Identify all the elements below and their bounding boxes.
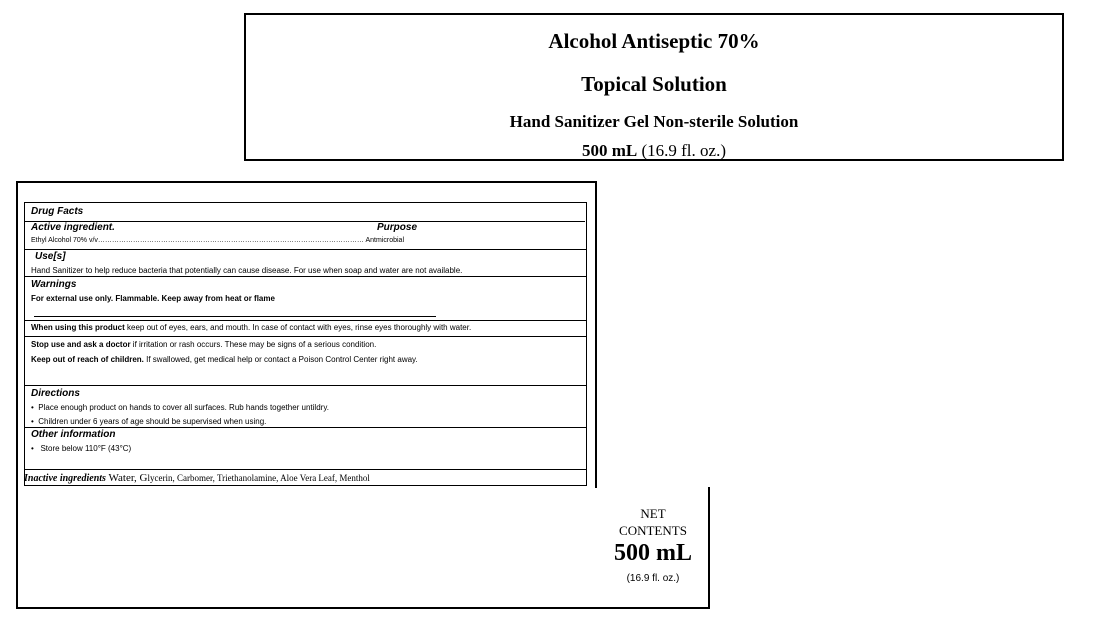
purpose-heading: Purpose [377,222,418,233]
product-name: Alcohol Antiseptic 70% [548,29,760,53]
product-description: Hand Sanitizer Gel Non-sterile Solution [509,112,799,131]
divider-active [25,249,586,250]
when-using-line [31,323,471,332]
stop-use-line [31,340,376,349]
directions-item: • Children under 6 years of age should be supervised when using. [31,417,267,426]
divider-warnings-short [34,316,436,317]
other-info-item: • Store below 110°F (43°C) [31,444,132,453]
when-using-text: keep out of eyes, ears, and mouth. In case of contact with eyes, rinse eyes thoroughly with water. [124,323,472,332]
net-volume-paren: (16.9 fl. oz.) [626,573,680,584]
product-form: Topical Solution [581,72,727,96]
divider-when-using [25,336,586,337]
outline-left [16,181,18,609]
divider-directions [25,427,586,428]
outline-right-lower [708,487,710,609]
product-volume [246,141,1062,161]
inactive-first: Water, G [105,472,148,484]
warnings-heading: Warnings [31,279,77,290]
divider-uses [25,276,586,277]
active-ingredient-heading: Active ingredient. [31,222,115,233]
warnings-text: For external use only. Flammable. Keep away from heat or flame [31,294,275,303]
active-ingredient-line: Ethyl Alcohol 70% v/v…………………………………………………………………………………………………… Antmicrobial [31,237,404,244]
divider-warnings [25,320,586,321]
keep-out-bold: Keep out of reach of children. [31,355,144,364]
directions-heading: Directions [31,388,80,399]
outline-bottom [16,607,710,609]
drug-facts-panel [24,202,587,486]
when-using-bold: When using this product [31,323,125,332]
outline-top [16,181,597,183]
inactive-ingredients-heading: Inactive ingredients [24,473,106,484]
contents-label: CONTENTS [619,523,687,538]
directions-item-text: Place enough product on hands to cover all surfaces. Rub hands together untildry. [38,403,329,412]
uses-heading: Use[s] [35,251,66,262]
divider-keep-out [25,385,586,386]
other-info-heading: Other information [31,429,116,440]
title-box [244,13,1064,161]
stop-use-text: if irritation or rash occurs. These may be signs of a serious condition. [130,340,377,349]
directions-item-text: Children under 6 years of age should be supervised when using. [38,417,267,426]
inactive-ingredients-line [24,472,370,484]
net-label: NET [640,506,666,521]
outline-right-upper [595,181,597,488]
keep-out-text: If swallowed, get medical help or contact a Poison Control Center right away. [143,355,418,364]
keep-out-line [31,355,418,364]
volume-paren: (16.9 fl. oz.) [641,141,726,160]
inactive-ingredients-text: lycerin, Carbomer, Triethanolamine, Aloe Vera Leaf, Menthol [147,473,370,483]
directions-item: • Place enough product on hands to cover all surfaces. Rub hands together untildry. [31,403,329,412]
stop-use-bold: Stop use and ask a doctor [31,340,131,349]
divider-other-info [25,469,586,470]
other-info-item-text: Store below 110°F (43°C) [40,444,132,453]
volume-bold: 500 mL [581,141,638,160]
uses-text: Hand Sanitizer to help reduce bacteria that potentially can cause disease. For use when soap and water are not available. [31,266,463,275]
drug-facts-heading: Drug Facts [31,206,84,217]
net-volume: 500 mL [614,540,692,566]
